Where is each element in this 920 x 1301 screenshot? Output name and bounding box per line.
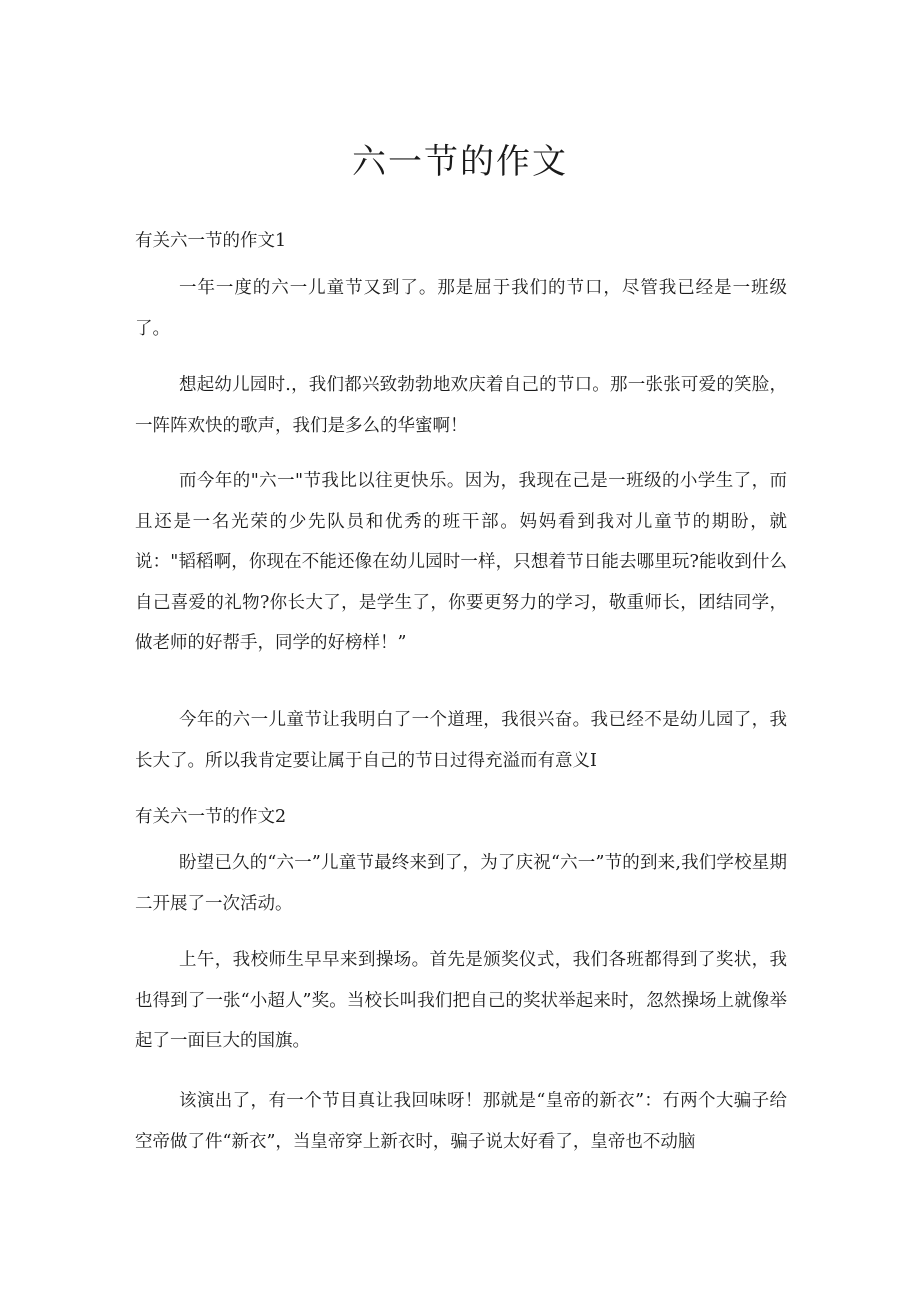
paragraph: 上午，我校师生早早来到操场。首先是颁奖仪式，我们各班都得到了奖状，我也得到了一张“小超人”奖。当校长叫我们把自己的奖状举起来时，忽然操场上就像举起了一面巨大的国旗。 (135, 950, 787, 1051)
paragraph: 想起幼儿园时.，我们都兴致勃勃地欢庆着自己的节口。那一张张可爱的笑脸，一阵阵欢快的歌声，我们是多么的华蜜啊！ (135, 375, 787, 436)
paragraph: 今年的六一儿童节让我明白了一个道理，我很兴奋。我已经不是幼儿园了，我长大了。所以我肯定要让属于自己的节日过得充溢而有意义I (135, 710, 787, 771)
paragraph: 盼望已久的“六一”儿童节最终来到了，为了庆祝“六一”节的到来,我们学校星期二开展了一次活动。 (135, 853, 787, 914)
section-heading-1: 有关六一节的作文1 (135, 231, 287, 251)
paragraph: 而今年的"六一"节我比以往更快乐。因为，我现在己是一班级的小学生了，而且还是一名光荣的少先队员和优秀的班干部。妈妈看到我对儿童节的期盼，就说："韬稻啊，你现在不能还像在幼儿园时一样，只想着节日能去哪里玩?能收到什么自己喜爱的礼物?你长大了，是学生了，你要更努力的学习，敬重师长，团结同学，做老师的好帮手，同学的好榜样！” (135, 471, 787, 653)
section-heading-2: 有关六一节的作文2 (135, 807, 287, 827)
paragraph: 该演出了，有一个节目真让我回味呀！那就是“皇帝的新衣”：冇两个大骗子给空帝做了件“新衣”，当皇帝穿上新衣时，骗子说太好看了，皇帝也不动脑 (135, 1091, 787, 1152)
document-title: 六一节的作文 (352, 142, 568, 182)
paragraph: 一年一度的六一儿童节又到了。那是屈于我们的节口，尽管我已经是一班级了。 (135, 278, 787, 339)
